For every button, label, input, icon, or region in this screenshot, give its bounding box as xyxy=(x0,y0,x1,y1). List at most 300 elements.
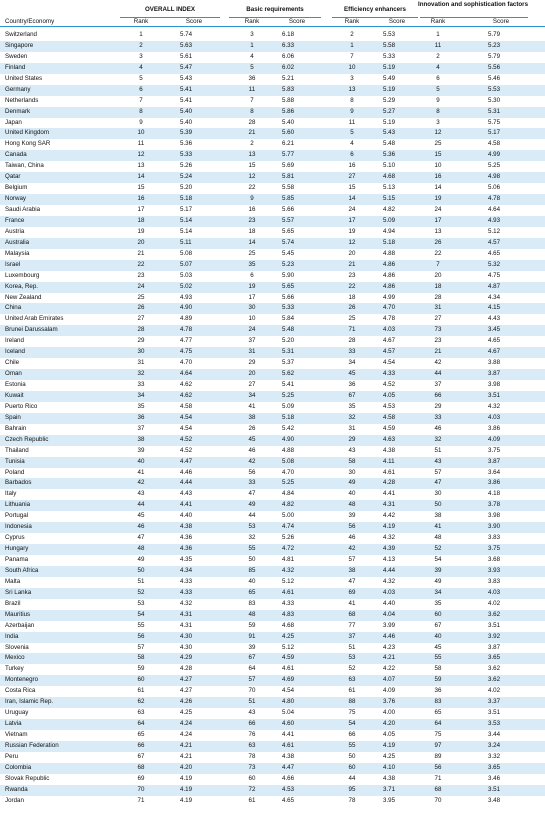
table-row xyxy=(0,719,545,730)
efficiency-rank: 4 xyxy=(350,140,354,148)
table-row xyxy=(0,774,545,785)
innovation-score: 4.58 xyxy=(488,140,501,148)
overall-rank: 46 xyxy=(137,523,145,531)
basic-score: 5.12 xyxy=(282,643,295,651)
basic-rank: 38 xyxy=(248,413,256,421)
innovation-score: 3.86 xyxy=(488,479,501,487)
basic-rank: 27 xyxy=(248,381,256,388)
innovation-rank: 71 xyxy=(434,774,442,782)
basic-rank: 60 xyxy=(248,774,256,782)
innovation-score: 5.53 xyxy=(488,85,501,93)
table-row xyxy=(0,380,545,391)
country-name: Sri Lanka xyxy=(5,588,32,596)
overall-score: 4.46 xyxy=(180,468,193,476)
table-row xyxy=(0,643,545,654)
innovation-rank: 11 xyxy=(434,41,442,49)
innovation-rank: 30 xyxy=(434,490,442,498)
col-score-innovation: Score xyxy=(492,18,510,25)
basic-rank: 36 xyxy=(248,74,256,82)
country-name: China xyxy=(5,304,22,312)
col-rank-basic: Rank xyxy=(244,18,260,25)
basic-score: 5.66 xyxy=(282,206,295,213)
efficiency-score: 5.19 xyxy=(383,85,396,93)
efficiency-score: 4.70 xyxy=(383,304,396,312)
innovation-score: 4.03 xyxy=(488,588,501,596)
country-name: Brunei Darussalam xyxy=(5,326,58,334)
basic-score: 4.65 xyxy=(282,796,295,804)
innovation-score: 5.31 xyxy=(488,107,501,115)
innovation-rank: 89 xyxy=(434,752,442,760)
overall-rank: 64 xyxy=(137,720,145,728)
basic-rank: 16 xyxy=(248,206,256,213)
innovation-rank: 48 xyxy=(434,534,442,542)
country-name: Hong Kong SAR xyxy=(5,140,51,148)
basic-rank: 47 xyxy=(248,490,256,498)
innovation-score: 5.12 xyxy=(488,227,501,235)
efficiency-rank: 9 xyxy=(350,107,354,115)
overall-score: 5.41 xyxy=(180,96,193,104)
efficiency-rank: 71 xyxy=(348,326,356,334)
basic-rank: 1 xyxy=(250,41,254,49)
basic-score: 4.25 xyxy=(282,632,295,640)
overall-score: 4.62 xyxy=(180,381,193,388)
basic-score: 5.60 xyxy=(282,129,295,137)
table-row xyxy=(0,161,545,172)
basic-rank: 33 xyxy=(248,479,256,487)
table-row xyxy=(0,457,545,468)
overall-score: 4.24 xyxy=(180,720,193,728)
innovation-score: 4.18 xyxy=(488,490,501,498)
overall-rank: 10 xyxy=(137,129,145,137)
overall-score: 5.20 xyxy=(180,184,193,192)
efficiency-rank: 51 xyxy=(348,643,356,651)
innovation-score: 3.83 xyxy=(488,534,501,542)
overall-rank: 50 xyxy=(137,566,145,574)
country-name: United Kingdom xyxy=(5,129,50,137)
table-row xyxy=(0,194,545,205)
overall-score: 4.64 xyxy=(180,370,193,378)
efficiency-rank: 49 xyxy=(348,479,356,487)
innovation-rank: 28 xyxy=(434,293,442,301)
efficiency-rank: 66 xyxy=(348,731,356,738)
basic-rank: 72 xyxy=(248,785,256,793)
innovation-rank: 33 xyxy=(434,413,442,421)
overall-score: 4.19 xyxy=(180,785,193,793)
table-row xyxy=(0,205,545,216)
basic-score: 4.69 xyxy=(282,676,295,684)
innovation-rank: 22 xyxy=(434,249,442,257)
overall-score: 4.52 xyxy=(180,435,193,443)
efficiency-score: 3.71 xyxy=(383,785,396,793)
basic-score: 5.77 xyxy=(282,151,295,159)
basic-rank: 22 xyxy=(248,184,256,192)
innovation-rank: 46 xyxy=(434,424,442,432)
overall-rank: 8 xyxy=(139,107,143,115)
basic-score: 4.74 xyxy=(282,523,295,531)
efficiency-score: 4.42 xyxy=(383,512,396,520)
innovation-score: 4.99 xyxy=(488,151,501,159)
table-row xyxy=(0,369,545,380)
table-row xyxy=(0,566,545,577)
efficiency-rank: 6 xyxy=(350,151,354,159)
basic-score: 4.41 xyxy=(282,731,295,738)
efficiency-score: 5.29 xyxy=(383,96,396,104)
basic-score: 4.61 xyxy=(282,665,295,673)
overall-score: 4.24 xyxy=(180,731,193,738)
overall-score: 5.26 xyxy=(180,162,193,170)
table-row xyxy=(0,730,545,741)
country-name: Panama xyxy=(5,556,29,563)
basic-score: 4.47 xyxy=(282,763,295,771)
country-name: Costa Rica xyxy=(5,687,36,695)
innovation-score: 3.75 xyxy=(488,446,501,454)
innovation-score: 3.65 xyxy=(488,763,501,771)
overall-score: 4.19 xyxy=(180,796,193,804)
table-row xyxy=(0,260,545,271)
basic-score: 5.41 xyxy=(282,381,295,388)
country-name: Mauritius xyxy=(5,610,31,618)
basic-score: 5.31 xyxy=(282,348,295,356)
overall-rank: 2 xyxy=(139,41,143,49)
efficiency-score: 3.95 xyxy=(383,796,396,804)
overall-rank: 7 xyxy=(139,96,143,104)
efficiency-rank: 38 xyxy=(348,566,356,574)
overall-score: 4.41 xyxy=(180,501,193,509)
overall-rank: 20 xyxy=(137,238,145,246)
overall-rank: 27 xyxy=(137,315,145,323)
innovation-rank: 10 xyxy=(434,162,442,170)
overall-score: 4.70 xyxy=(180,359,193,367)
basic-score: 4.54 xyxy=(282,687,295,695)
basic-score: 5.65 xyxy=(282,282,295,290)
basic-score: 4.72 xyxy=(282,545,295,553)
basic-rank: 91 xyxy=(248,632,256,640)
efficiency-score: 5.09 xyxy=(383,216,396,224)
basic-rank: 73 xyxy=(248,763,256,771)
basic-rank: 48 xyxy=(248,610,256,618)
table-row xyxy=(0,522,545,533)
basic-rank: 3 xyxy=(250,31,254,38)
efficiency-score: 5.49 xyxy=(383,74,396,82)
innovation-score: 5.56 xyxy=(488,63,501,71)
basic-score: 4.38 xyxy=(282,752,295,760)
innovation-rank: 19 xyxy=(434,195,442,203)
country-name: Canada xyxy=(5,151,27,159)
innovation-rank: 20 xyxy=(434,271,442,279)
basic-score: 4.32 xyxy=(282,566,295,574)
innovation-score: 3.86 xyxy=(488,424,501,432)
efficiency-rank: 58 xyxy=(348,457,356,465)
innovation-rank: 66 xyxy=(434,391,442,399)
overall-rank: 34 xyxy=(137,391,145,399)
overall-rank: 53 xyxy=(137,599,145,607)
overall-score: 4.47 xyxy=(180,457,193,465)
efficiency-rank: 20 xyxy=(348,249,356,257)
innovation-rank: 42 xyxy=(434,359,442,367)
table-row xyxy=(0,424,545,435)
overall-score: 5.40 xyxy=(180,107,193,115)
efficiency-score: 5.43 xyxy=(383,129,396,137)
basic-rank: 11 xyxy=(248,85,256,93)
efficiency-rank: 2 xyxy=(350,31,354,38)
innovation-rank: 65 xyxy=(434,709,442,717)
col-score-overall: Score xyxy=(185,18,203,25)
table-row xyxy=(0,500,545,511)
country-name: Israel xyxy=(5,260,21,268)
innovation-score: 3.46 xyxy=(488,774,501,782)
overall-score: 4.54 xyxy=(180,424,193,432)
efficiency-rank: 61 xyxy=(348,687,356,695)
overall-score: 5.40 xyxy=(180,118,193,126)
efficiency-score: 4.19 xyxy=(383,741,396,749)
table-row xyxy=(0,610,545,621)
efficiency-rank: 56 xyxy=(348,523,356,531)
country-name: Saudi Arabia xyxy=(5,206,41,213)
basic-score: 5.21 xyxy=(282,74,295,82)
basic-rank: 35 xyxy=(248,260,256,268)
efficiency-rank: 53 xyxy=(348,654,356,662)
basic-score: 5.81 xyxy=(282,173,295,181)
innovation-rank: 35 xyxy=(434,599,442,607)
innovation-score: 4.75 xyxy=(488,271,501,279)
efficiency-rank: 29 xyxy=(348,435,356,443)
overall-rank: 70 xyxy=(137,785,145,793)
basic-rank: 39 xyxy=(248,643,256,651)
basic-score: 4.81 xyxy=(282,556,295,563)
basic-rank: 34 xyxy=(248,391,256,399)
basic-rank: 32 xyxy=(248,534,256,542)
innovation-rank: 50 xyxy=(434,501,442,509)
efficiency-score: 4.86 xyxy=(383,282,396,290)
country-name: Belgium xyxy=(5,184,28,192)
efficiency-rank: 44 xyxy=(348,774,356,782)
efficiency-rank: 15 xyxy=(348,184,356,192)
overall-score: 5.61 xyxy=(180,52,193,60)
basic-score: 5.33 xyxy=(282,304,295,312)
basic-score: 5.23 xyxy=(282,260,295,268)
basic-rank: 67 xyxy=(248,654,256,662)
basic-rank: 8 xyxy=(250,107,254,115)
basic-rank: 45 xyxy=(248,435,256,443)
overall-rank: 63 xyxy=(137,709,145,717)
basic-score: 4.59 xyxy=(282,654,295,662)
efficiency-rank: 16 xyxy=(348,162,356,170)
table-row xyxy=(0,238,545,249)
efficiency-score: 4.28 xyxy=(383,479,396,487)
basic-score: 5.00 xyxy=(282,512,295,520)
basic-rank: 41 xyxy=(248,402,256,410)
innovation-score: 3.87 xyxy=(488,370,501,378)
basic-rank: 31 xyxy=(248,348,256,356)
innovation-score: 4.03 xyxy=(488,413,501,421)
overall-score: 5.17 xyxy=(180,206,193,213)
basic-rank: 76 xyxy=(248,731,256,738)
overall-score: 4.27 xyxy=(180,676,193,684)
efficiency-score: 4.04 xyxy=(383,610,396,618)
efficiency-score: 5.27 xyxy=(383,107,396,115)
group-title-basic: Basic requirements xyxy=(246,6,304,13)
innovation-score: 4.64 xyxy=(488,206,501,213)
innovation-score: 3.68 xyxy=(488,556,501,563)
efficiency-score: 5.18 xyxy=(383,238,396,246)
basic-score: 5.08 xyxy=(282,457,295,465)
innovation-score: 3.51 xyxy=(488,709,501,717)
basic-score: 4.70 xyxy=(282,468,295,476)
innovation-score: 3.87 xyxy=(488,457,501,465)
overall-score: 4.32 xyxy=(180,599,193,607)
efficiency-score: 5.48 xyxy=(383,140,396,148)
basic-score: 4.53 xyxy=(282,785,295,793)
overall-rank: 62 xyxy=(137,698,145,706)
efficiency-rank: 31 xyxy=(348,424,356,432)
overall-rank: 65 xyxy=(137,731,145,738)
basic-rank: 18 xyxy=(248,227,256,235)
basic-rank: 42 xyxy=(248,457,256,465)
innovation-rank: 41 xyxy=(434,523,442,531)
basic-score: 5.69 xyxy=(282,162,295,170)
basic-rank: 65 xyxy=(248,588,256,596)
basic-rank: 57 xyxy=(248,676,256,684)
basic-rank: 43 xyxy=(248,709,256,717)
efficiency-score: 4.82 xyxy=(383,206,396,213)
innovation-rank: 12 xyxy=(434,129,442,137)
efficiency-rank: 78 xyxy=(348,796,356,804)
innovation-rank: 38 xyxy=(434,512,442,520)
innovation-rank: 24 xyxy=(434,206,442,213)
overall-rank: 11 xyxy=(137,140,145,148)
table-row xyxy=(0,435,545,446)
country-name: Japan xyxy=(5,118,22,126)
innovation-rank: 49 xyxy=(434,577,442,585)
basic-score: 6.18 xyxy=(282,31,295,38)
table-row xyxy=(0,282,545,293)
overall-rank: 68 xyxy=(137,763,145,771)
efficiency-rank: 14 xyxy=(348,195,356,203)
basic-score: 4.61 xyxy=(282,588,295,596)
basic-rank: 44 xyxy=(248,512,256,520)
overall-score: 4.35 xyxy=(180,556,193,563)
innovation-rank: 59 xyxy=(434,676,442,684)
efficiency-rank: 41 xyxy=(348,599,356,607)
efficiency-rank: 40 xyxy=(348,490,356,498)
country-name: New Zealand xyxy=(5,293,42,301)
table-row xyxy=(0,708,545,719)
country-name: Iceland xyxy=(5,348,25,356)
basic-rank: 7 xyxy=(250,96,254,104)
innovation-rank: 51 xyxy=(434,446,442,454)
overall-rank: 18 xyxy=(137,216,145,224)
overall-rank: 16 xyxy=(137,195,145,203)
efficiency-rank: 50 xyxy=(348,752,356,760)
table-row xyxy=(0,85,545,96)
efficiency-rank: 3 xyxy=(350,74,354,82)
efficiency-rank: 67 xyxy=(348,391,356,399)
table-header xyxy=(0,0,545,26)
basic-score: 5.65 xyxy=(282,227,295,235)
basic-score: 5.25 xyxy=(282,391,295,399)
overall-score: 4.54 xyxy=(180,413,193,421)
overall-rank: 21 xyxy=(137,249,145,257)
overall-rank: 9 xyxy=(139,118,143,126)
basic-rank: 10 xyxy=(248,315,256,323)
efficiency-score: 4.22 xyxy=(383,665,396,673)
basic-score: 5.90 xyxy=(282,271,295,279)
innovation-score: 5.79 xyxy=(488,52,501,60)
innovation-rank: 27 xyxy=(434,315,442,323)
table-row xyxy=(0,347,545,358)
country-name: Switzerland xyxy=(5,31,37,38)
country-name: Denmark xyxy=(5,107,31,115)
efficiency-score: 4.53 xyxy=(383,402,396,410)
basic-rank: 6 xyxy=(250,271,254,279)
country-name: Puerto Rico xyxy=(5,402,38,410)
country-name: Azerbaijan xyxy=(5,621,35,629)
basic-rank: 51 xyxy=(248,698,256,706)
innovation-rank: 32 xyxy=(434,435,442,443)
innovation-score: 4.02 xyxy=(488,599,501,607)
country-name: Portugal xyxy=(5,512,29,520)
efficiency-rank: 26 xyxy=(348,304,356,312)
efficiency-rank: 23 xyxy=(348,271,356,279)
country-name: Finland xyxy=(5,63,26,71)
table-row xyxy=(0,314,545,325)
basic-rank: 63 xyxy=(248,741,256,749)
efficiency-rank: 8 xyxy=(350,96,354,104)
innovation-score: 3.45 xyxy=(488,326,501,334)
innovation-score: 4.32 xyxy=(488,402,501,410)
efficiency-rank: 21 xyxy=(348,260,356,268)
efficiency-score: 5.19 xyxy=(383,63,396,71)
overall-rank: 14 xyxy=(137,173,145,181)
overall-score: 5.18 xyxy=(180,195,193,203)
innovation-rank: 3 xyxy=(436,118,440,126)
efficiency-rank: 63 xyxy=(348,676,356,684)
efficiency-rank: 42 xyxy=(348,545,356,553)
efficiency-score: 5.10 xyxy=(383,162,396,170)
country-name: Luxembourg xyxy=(5,271,40,279)
table-row xyxy=(0,358,545,369)
basic-rank: 2 xyxy=(250,140,254,148)
overall-rank: 23 xyxy=(137,271,145,279)
innovation-rank: 34 xyxy=(434,588,442,596)
table-row xyxy=(0,271,545,282)
overall-score: 4.89 xyxy=(180,315,193,323)
overall-rank: 60 xyxy=(137,676,145,684)
innovation-rank: 68 xyxy=(434,785,442,793)
country-name: Thailand xyxy=(5,446,29,454)
overall-rank: 54 xyxy=(137,610,145,618)
efficiency-score: 4.44 xyxy=(383,566,396,574)
overall-rank: 57 xyxy=(137,643,145,651)
efficiency-score: 4.07 xyxy=(383,676,396,684)
basic-rank: 20 xyxy=(248,370,256,378)
basic-score: 5.84 xyxy=(282,315,295,323)
country-name: Sweden xyxy=(5,52,28,60)
basic-rank: 46 xyxy=(248,446,256,454)
efficiency-rank: 7 xyxy=(350,52,354,60)
efficiency-score: 4.88 xyxy=(383,249,396,257)
efficiency-rank: 37 xyxy=(348,632,356,640)
overall-score: 4.28 xyxy=(180,665,193,673)
basic-rank: 64 xyxy=(248,665,256,673)
innovation-score: 3.87 xyxy=(488,643,501,651)
basic-rank: 9 xyxy=(250,195,254,203)
basic-rank: 14 xyxy=(248,238,256,246)
innovation-rank: 54 xyxy=(434,556,442,563)
efficiency-score: 4.13 xyxy=(383,556,396,563)
innovation-score: 4.57 xyxy=(488,238,501,246)
efficiency-rank: 36 xyxy=(348,381,356,388)
